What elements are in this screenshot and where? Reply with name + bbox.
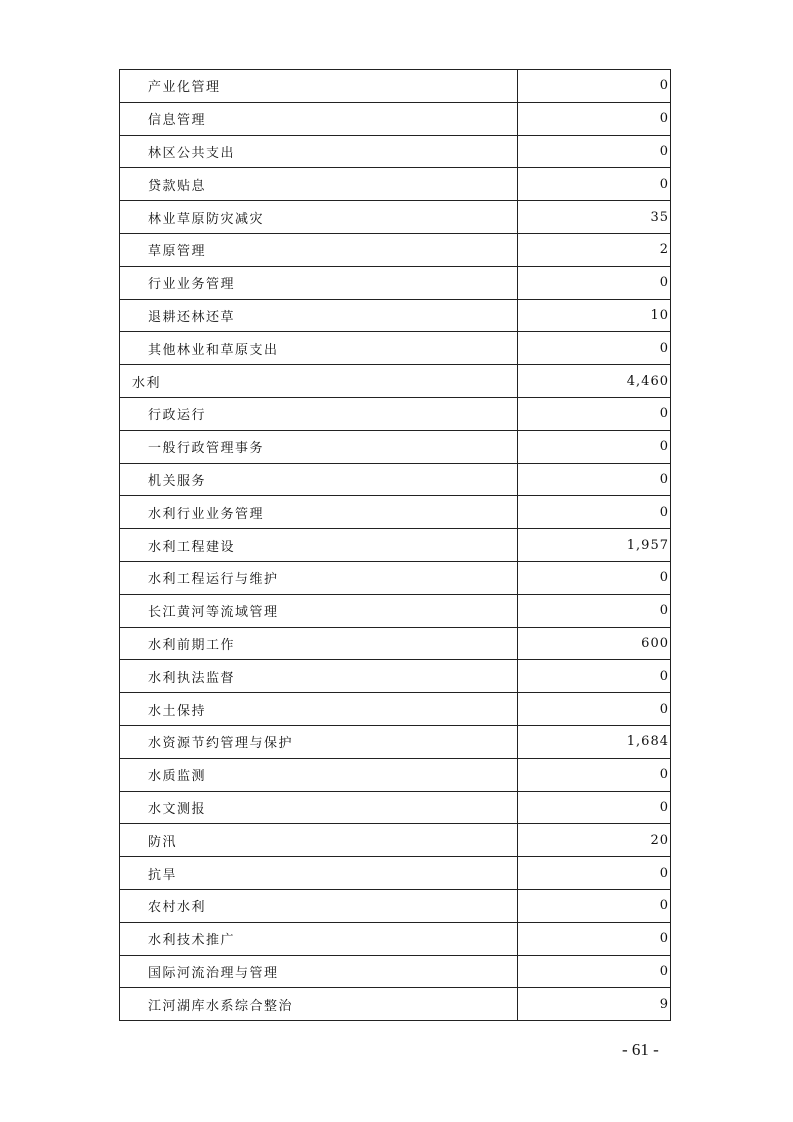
table-row (120, 529, 671, 562)
item-name-cell: 防汛 (120, 824, 518, 857)
item-name-cell: 水利工程运行与维护 (120, 561, 518, 594)
amount-cell: 0 (518, 496, 671, 529)
amount-cell: 10 (518, 299, 671, 332)
table-row (120, 365, 671, 398)
amount-cell: 0 (518, 561, 671, 594)
item-name-cell: 水文测报 (120, 791, 518, 824)
table-row (120, 496, 671, 529)
item-name-cell: 行政运行 (120, 397, 518, 430)
amount-cell: 0 (518, 70, 671, 103)
table-row (120, 627, 671, 660)
amount-cell: 35 (518, 201, 671, 234)
table-row (120, 397, 671, 430)
amount-cell: 1,957 (518, 529, 671, 562)
amount-cell: 4,460 (518, 365, 671, 398)
amount-cell: 0 (518, 594, 671, 627)
amount-cell: 0 (518, 791, 671, 824)
item-name-cell: 林业草原防灾减灾 (120, 201, 518, 234)
amount-cell: 0 (518, 693, 671, 726)
item-name-cell: 水利执法监督 (120, 660, 518, 693)
item-name-cell: 水土保持 (120, 693, 518, 726)
table-row (120, 266, 671, 299)
amount-cell: 20 (518, 824, 671, 857)
amount-cell: 0 (518, 102, 671, 135)
amount-cell: 0 (518, 463, 671, 496)
item-name-cell: 江河湖库水系综合整治 (120, 988, 518, 1021)
table-row (120, 102, 671, 135)
item-name-cell: 林区公共支出 (120, 135, 518, 168)
item-name-cell: 长江黄河等流域管理 (120, 594, 518, 627)
item-name-cell: 水利前期工作 (120, 627, 518, 660)
amount-cell: 0 (518, 857, 671, 890)
table-row (120, 332, 671, 365)
item-name-cell: 国际河流治理与管理 (120, 955, 518, 988)
amount-cell: 600 (518, 627, 671, 660)
table-row (120, 594, 671, 627)
amount-cell: 0 (518, 430, 671, 463)
item-name-cell: 水资源节约管理与保护 (120, 725, 518, 758)
item-name-cell: 贷款贴息 (120, 168, 518, 201)
table-row (120, 660, 671, 693)
table-row (120, 299, 671, 332)
item-name-cell: 水利行业业务管理 (120, 496, 518, 529)
table-row (120, 233, 671, 266)
budget-table (119, 69, 671, 1021)
item-name-cell: 水利技术推广 (120, 922, 518, 955)
table-row (120, 463, 671, 496)
table-row (120, 201, 671, 234)
item-name-cell: 农村水利 (120, 889, 518, 922)
amount-cell: 0 (518, 889, 671, 922)
table-row (120, 922, 671, 955)
item-name-cell: 产业化管理 (120, 70, 518, 103)
budget-table-body (120, 70, 671, 1021)
amount-cell: 0 (518, 397, 671, 430)
amount-cell: 1,684 (518, 725, 671, 758)
amount-cell: 0 (518, 332, 671, 365)
amount-cell: 2 (518, 233, 671, 266)
item-name-cell: 机关服务 (120, 463, 518, 496)
table-row (120, 168, 671, 201)
table-row (120, 791, 671, 824)
amount-cell: 0 (518, 758, 671, 791)
item-name-cell: 草原管理 (120, 233, 518, 266)
item-name-cell: 水质监测 (120, 758, 518, 791)
item-name-cell: 退耕还林还草 (120, 299, 518, 332)
table-row (120, 693, 671, 726)
amount-cell: 0 (518, 660, 671, 693)
table-row (120, 824, 671, 857)
table-row (120, 857, 671, 890)
table-row (120, 725, 671, 758)
amount-cell: 0 (518, 168, 671, 201)
table-row (120, 988, 671, 1021)
item-name-cell: 水利工程建设 (120, 529, 518, 562)
amount-cell: 0 (518, 266, 671, 299)
table-row (120, 430, 671, 463)
item-name-cell: 一般行政管理事务 (120, 430, 518, 463)
table-row (120, 561, 671, 594)
item-name-cell: 信息管理 (120, 102, 518, 135)
table-row (120, 135, 671, 168)
table-row (120, 889, 671, 922)
page-number: - 61 - (622, 1040, 659, 1059)
table-row (120, 955, 671, 988)
table-row (120, 70, 671, 103)
amount-cell: 9 (518, 988, 671, 1021)
item-name-cell: 行业业务管理 (120, 266, 518, 299)
item-name-cell: 水利 (120, 365, 518, 398)
amount-cell: 0 (518, 135, 671, 168)
amount-cell: 0 (518, 955, 671, 988)
amount-cell: 0 (518, 922, 671, 955)
item-name-cell: 其他林业和草原支出 (120, 332, 518, 365)
item-name-cell: 抗旱 (120, 857, 518, 890)
table-row (120, 758, 671, 791)
